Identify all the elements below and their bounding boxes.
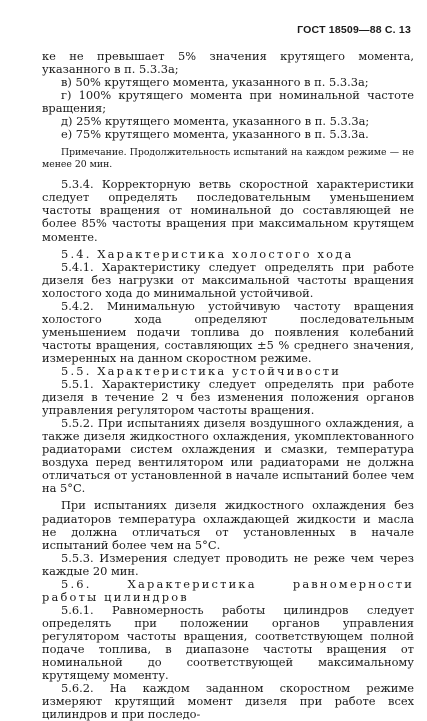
clause-5-5-1: 5.5.1. Характеристику следует определять при работе дизеля в течение 2 ч без изменения положения органов управления регулятором частоты вращения. xyxy=(42,377,414,418)
list-item-e: е) 75% крутящего момента, указанного в п. 5.3.3а. xyxy=(61,127,369,142)
clause-5-6-2: 5.6.2. На каждом заданном скоростном режиме измеряют крутящий момент дизеля при работе всех цилиндров и при последо- xyxy=(42,681,414,721)
document-body xyxy=(42,50,414,721)
section-heading-5-4: 5.4. Характеристика холостого хода xyxy=(61,246,354,261)
clause-5-5-2: 5.5.2. При испытаниях дизеля воздушного охлаждения, а также дизеля жидкостного охлаждения, укомплектованного радиаторами систем охлаждения и смазки, температура воздуха перед вентилятором или радиаторами не должна отличаться от установленной в начале испытаний более чем на 5°С. xyxy=(42,416,414,496)
clause-5-4-1: 5.4.1. Характеристику следует определять при работе дизеля без нагрузки от максимальной частоты вращения холостого хода до минимальной устойчивой. xyxy=(42,259,414,300)
list-item-v: в) 50% крутящего момента, указанного в п. 5.3.3а; xyxy=(61,75,369,90)
paragraph-continuation: ке не превышает 5% значения крутящего момента, указанного в п. 5.3.3а; xyxy=(42,49,414,77)
section-heading-5-6: 5.6. Характеристика равномерности работы цилиндров xyxy=(42,576,414,604)
clause-5-5-2-continued: При испытаниях дизеля жидкостного охлаждения без радиаторов температура охлаждающей жидкости и масла не должна отличаться от установленных в начале испытаний более чем на 5°С. xyxy=(42,498,414,552)
list-item-g: г) 100% крутящего момента при номинальной частоте вращения; xyxy=(42,88,414,116)
page-header: ГОСТ 18509—88 С. 13 xyxy=(297,24,411,36)
section-heading-5-5: 5.5. Характеристика устойчивости xyxy=(61,363,342,378)
clause-5-4-2: 5.4.2. Минимальную устойчивую частоту вращения холостого хода определяют последовательным уменьшением подачи топлива до появления колебаний частоты вращения, составляющих ±5 % среднего значения, измеренных на данном скоростном режиме. xyxy=(42,298,414,365)
clause-5-6-1: 5.6.1. Равномерность работы цилиндров следует определять при положении органов управления регулятором частоты вращения, соответствующем полной подаче топлива, в диапазоне частоты вращения от номинальной до соответствующей максимальному крутящему моменту. xyxy=(42,602,414,683)
clause-5-3-4: 5.3.4. Корректорную ветвь скоростной характеристики следует определять последовательным уменьшением частоты вращения от номинальной до составляющей не более 85% частоты вращения при максимальном крутящем моменте. xyxy=(42,177,414,244)
clause-5-5-3: 5.5.3. Измерения следует проводить не реже чем через каждые 20 мин. xyxy=(42,550,414,578)
note: Примечание. Продолжительность испытаний на каждом режиме — не менее 20 мин. xyxy=(42,147,414,170)
list-item-d: д) 25% крутящего момента, указанного в п. 5.3.3а; xyxy=(61,114,370,129)
